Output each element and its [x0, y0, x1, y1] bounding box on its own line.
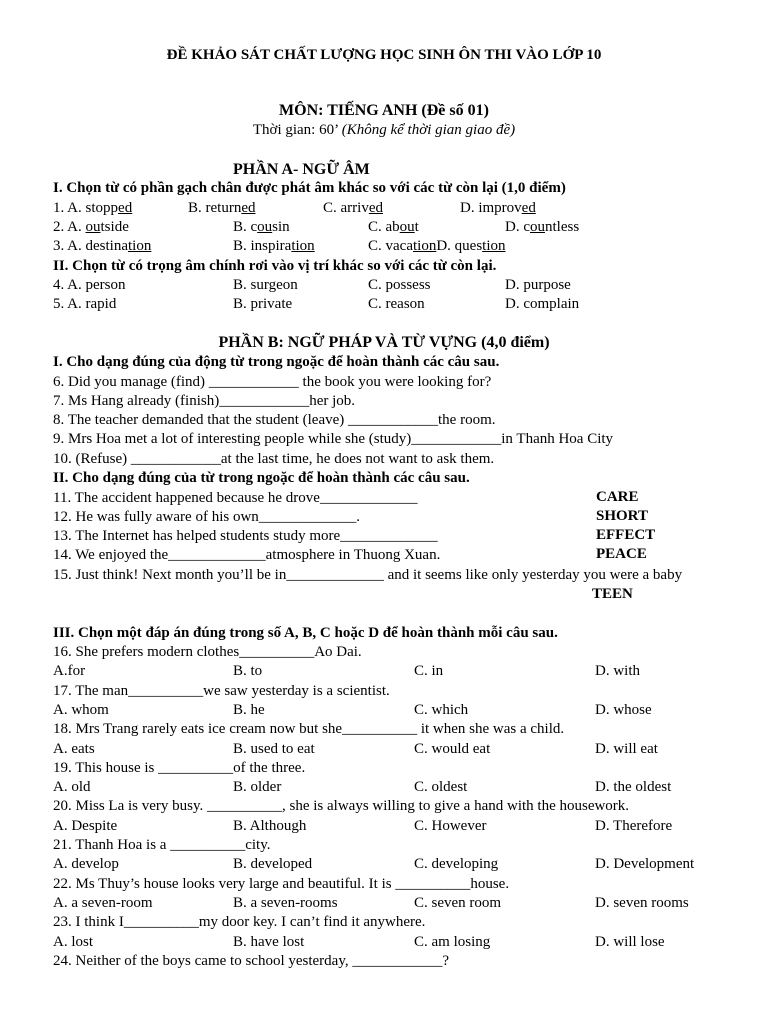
question-12-keyword: SHORT [596, 508, 648, 524]
question-23: 23. I think I__________my door key. I can’t find it anywhere. [53, 914, 426, 930]
question-13-keyword: EFFECT [596, 527, 656, 543]
q17-option-c: C. which [414, 702, 469, 718]
q21-option-d: D. Development [595, 856, 695, 872]
q17-option-b: B. he [233, 702, 265, 718]
q2-number: 2. A. [53, 219, 86, 235]
q16-option-d: D. with [595, 663, 640, 679]
q20-option-a: A. Despite [53, 818, 118, 834]
question-12: 12. He was fully aware of his own_____________. [53, 509, 361, 525]
question-10: 10. (Refuse) ____________at the last time, he does not want to ask them. [53, 451, 495, 467]
q18-option-c: C. would eat [414, 741, 491, 757]
question-9: 9. Mrs Hoa met a lot of interesting people while she (study)____________in Thanh Hoa City [53, 431, 614, 447]
question-18: 18. Mrs Trang rarely eats ice cream now but she__________ it when she was a child. [53, 721, 565, 737]
q23-option-c: C. am losing [414, 934, 491, 950]
q2-a-text: tside [100, 219, 129, 235]
q22-option-d: D. seven rooms [595, 895, 689, 911]
q20-option-b: B. Although [233, 818, 307, 834]
q4-option-a: 4. A. person [53, 277, 126, 293]
q21-option-c: C. developing [414, 856, 499, 872]
q18-option-a: A. eats [53, 741, 95, 757]
question-7: 7. Ms Hang already (finish)____________her job. [53, 393, 356, 409]
question-13: 13. The Internet has helped students study more_____________ [53, 528, 438, 544]
part-a-section-1-heading: I. Chọn từ có phần gạch chân được phát âm khác so với các từ còn lại (1,0 điểm) [53, 180, 566, 196]
question-2 [53, 218, 748, 237]
q2-b-text: B. c [233, 219, 258, 235]
q16-option-b: B. to [233, 663, 263, 679]
q1-d-text: D. improv [460, 200, 522, 216]
q19-option-d: D. the oldest [595, 779, 672, 795]
q5-option-c: C. reason [368, 296, 425, 312]
q5-option-a: 5. A. rapid [53, 296, 117, 312]
q20-option-c: C. However [414, 818, 487, 834]
question-17-options [53, 701, 748, 720]
q2-c-underlined: ou [399, 219, 415, 235]
part-b-section-3-heading: III. Chọn một đáp án đúng trong số A, B, C hoặc D để hoàn thành mỗi câu sau. [53, 625, 558, 641]
q5-option-b: B. private [233, 296, 293, 312]
q1-b-text: B. return [188, 200, 242, 216]
question-6: 6. Did you manage (find) ____________ the book you were looking for? [53, 374, 492, 390]
q19-option-c: C. oldest [414, 779, 468, 795]
q19-option-b: B. older [233, 779, 282, 795]
question-15-keyword: TEEN [592, 586, 633, 602]
q22-option-c: C. seven room [414, 895, 502, 911]
q2-option-a [53, 218, 129, 237]
part-b-section-2-heading: II. Cho dạng đúng của từ trong ngoặc để hoàn thành các câu sau. [53, 470, 470, 486]
question-14-keyword: PEACE [596, 546, 647, 562]
question-20-options [53, 817, 748, 836]
time-note: (Không kể thời gian giao đề) [341, 122, 516, 138]
question-17: 17. The man__________we saw yesterday is a scientist. [53, 683, 390, 699]
q2-option-b [233, 218, 290, 237]
question-20: 20. Miss La is very busy. __________, she is always willing to give a hand with the housework. [53, 798, 630, 814]
exam-title: ĐỀ KHẢO SÁT CHẤT LƯỢNG HỌC SINH ÔN THI VÀO LỚP 10 [166, 47, 602, 63]
question-16: 16. She prefers modern clothes__________Ao Dai. [53, 644, 362, 660]
question-24: 24. Neither of the boys came to school yesterday, ____________? [53, 953, 450, 969]
q3-d-text: D. ques [436, 238, 483, 254]
q2-option-c [368, 218, 419, 237]
question-22-options [53, 894, 748, 913]
q3-c-text: C. vaca [368, 238, 413, 254]
q2-c-text-end: t [414, 219, 419, 235]
q22-option-b: B. a seven-rooms [233, 895, 338, 911]
question-22: 22. Ms Thuy’s house looks very large and beautiful. It is __________house. [53, 876, 510, 892]
q18-option-b: B. used to eat [233, 741, 315, 757]
q2-b-text-end: sin [272, 219, 290, 235]
q1-a-underlined: ed [118, 200, 133, 216]
q1-option-a [53, 199, 132, 218]
q1-option-d [460, 199, 536, 218]
q1-c-underlined: ed [368, 200, 383, 216]
q16-option-c: C. in [414, 663, 444, 679]
q1-option-b [188, 199, 256, 218]
question-23-options [53, 933, 748, 952]
q2-a-underlined: ou [85, 219, 101, 235]
q18-option-d: D. will eat [595, 741, 658, 757]
q23-option-d: D. will lose [595, 934, 665, 950]
question-14: 14. We enjoyed the_____________atmosphere in Thuong Xuan. [53, 547, 441, 563]
q4-option-d: D. purpose [505, 277, 571, 293]
question-11: 11. The accident happened because he drove_____________ [53, 490, 418, 506]
question-19-options [53, 778, 748, 797]
q2-d-underlined: ou [530, 219, 545, 235]
q23-option-b: B. have lost [233, 934, 305, 950]
question-3 [53, 237, 748, 256]
q1-a-text: stopp [85, 200, 119, 216]
q17-option-d: D. whose [595, 702, 652, 718]
q3-a-underlined: tion [128, 238, 152, 254]
q21-option-b: B. developed [233, 856, 313, 872]
question-5 [53, 295, 748, 314]
part-b-section-1-heading: I. Cho dạng đúng của động từ trong ngoặc để hoàn thành các câu sau. [53, 354, 500, 370]
q3-b-underlined: tion [291, 238, 315, 254]
part-a-title: PHẦN A- NGỮ ÂM [233, 161, 370, 178]
q1-c-text: C. arriv [323, 200, 369, 216]
q2-option-d [505, 218, 579, 237]
question-1 [53, 199, 748, 218]
q5-option-d: D. complain [505, 296, 580, 312]
q3-c-underlined: tion [412, 238, 437, 254]
question-18-options [53, 740, 748, 759]
time-line [0, 121, 768, 140]
q17-option-a: A. whom [53, 702, 109, 718]
q1-d-underlined: ed [521, 200, 536, 216]
q20-option-d: D. Therefore [595, 818, 673, 834]
q22-option-a: A. a seven-room [53, 895, 153, 911]
question-19: 19. This house is __________of the three. [53, 760, 306, 776]
q3-b-text: B. inspira [233, 238, 292, 254]
q3-option-a [53, 237, 151, 256]
q2-b-underlined: ou [257, 219, 273, 235]
q4-option-b: B. surgeon [233, 277, 298, 293]
q4-option-c: C. possess [368, 277, 431, 293]
question-4 [53, 276, 748, 295]
q23-option-a: A. lost [53, 934, 94, 950]
question-11-keyword: CARE [596, 489, 639, 505]
question-15: 15. Just think! Next month you’ll be in_____________ and it seems like only yesterday you were a baby [53, 567, 683, 583]
q19-option-a: A. old [53, 779, 91, 795]
q16-option-a: A.for [53, 663, 86, 679]
question-8: 8. The teacher demanded that the student (leave) ____________the room. [53, 412, 496, 428]
q3-option-c [368, 237, 506, 256]
question-16-options [53, 662, 748, 681]
q2-c-text: C. ab [368, 219, 400, 235]
q2-d-text: D. c [505, 219, 530, 235]
q1-number: 1. A. [53, 200, 86, 216]
question-21: 21. Thanh Hoa is a __________city. [53, 837, 271, 853]
time-prefix: Thời gian: 60’ [252, 122, 342, 138]
q1-b-underlined: ed [241, 200, 256, 216]
subject-line: MÔN: TIẾNG ANH (Đề số 01) [279, 102, 489, 119]
q3-option-b [233, 237, 315, 256]
q2-d-text-end: ntless [545, 219, 580, 235]
q21-option-a: A. develop [53, 856, 119, 872]
question-21-options [53, 855, 748, 874]
part-a-section-2-heading: II. Chọn từ có trọng âm chính rơi vào vị trí khác so với các từ còn lại. [53, 258, 497, 274]
q3-a-text: 3. A. destina [53, 238, 128, 254]
q1-option-c [323, 199, 383, 218]
part-b-title: PHẦN B: NGỮ PHÁP VÀ TỪ VỰNG (4,0 điểm) [218, 334, 550, 351]
q3-d-underlined: tion [482, 238, 506, 254]
